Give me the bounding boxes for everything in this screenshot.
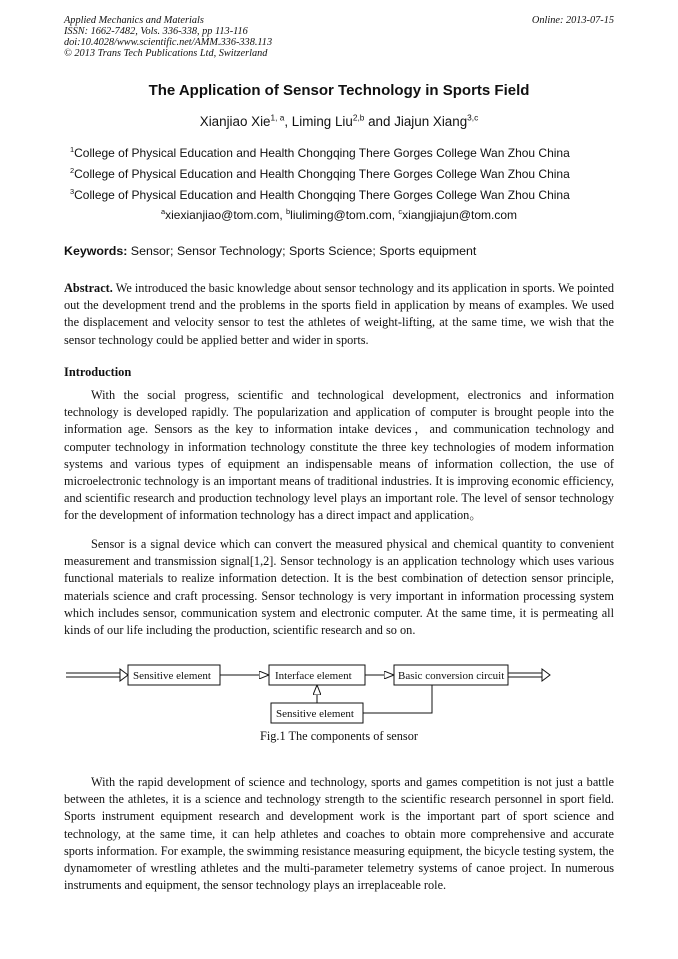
keywords xyxy=(64,244,476,258)
author-line xyxy=(0,114,678,129)
connector-conversion-to-bottom xyxy=(363,685,432,713)
journal-name: Applied Mechanics and Materials xyxy=(64,15,204,26)
section-heading-introduction: Introduction xyxy=(64,365,132,379)
paragraph: With the social progress, scientific and technological development, electronics and information technology is developed rapidly. The popularization and application of computer is brought people into the information age. Sensors as the key to information intake devices，and communication technology and computer technology in information technology constitute the three key technologies of modem information systems and various types of equipment an indispensable means of information collection, the use of microelectronic technology is an important means of traditional industries. It is improving economic efficiency, and scientific research and production technology level plays an important role. The level of sensor technology for the development of information technology has a direct impact and application。 xyxy=(64,388,614,523)
author-sup: 2,b xyxy=(352,112,365,123)
affiliation-sup: 2 xyxy=(70,166,75,175)
author-separator: and xyxy=(364,114,395,129)
affiliation-sup: 1 xyxy=(70,145,75,154)
email-separator: , xyxy=(279,208,287,222)
journal-header xyxy=(64,15,272,59)
diagram-svg xyxy=(64,660,554,726)
email-line xyxy=(0,208,678,222)
output-arrow xyxy=(508,669,550,681)
email-address[interactable]: xiangjiajun@tom.com xyxy=(402,208,518,222)
affiliation xyxy=(70,167,570,181)
abstract-label: Abstract. xyxy=(64,281,113,295)
sensitive-element-label: Sensitive element xyxy=(133,670,211,682)
affiliation xyxy=(70,188,570,202)
paper-title: The Application of Sensor Technology in Sports Field xyxy=(148,82,530,99)
email-separator: , xyxy=(391,208,399,222)
paragraph: Sensor is a signal device which can convert the measured physical and chemical quantity to convenient measurement and transmission signal[1,2]. Sensor technology is an application technology which uses various functional materials to realize information detection. It is the best combination of detection sensor principle, materials science and craft processing. Sensor technology is very important in information processing system which includes sensor, communication system and electronic computer. At the same time, it is permeating all kinds of our life including the production, scientific research and so on. xyxy=(64,537,614,638)
affiliation-text: College of Physical Education and Health Chongqing There Gorges College Wan Zhou China xyxy=(74,167,570,181)
abstract-text: We introduced the basic knowledge about sensor technology and its application in sports. We pointed out the development trend and the problems in the sports field in application by means of examples. We used the displacement and velocity sensor to test the athletes of weight-lifting, at the same time, we wish that the sensor technology could be applied better and wider in sports. xyxy=(64,281,614,347)
affiliation-text: College of Physical Education and Health Chongqing There Gorges College Wan Zhou China xyxy=(74,188,570,202)
email-address[interactable]: liuliming@tom.com xyxy=(290,208,392,222)
keywords-label: Keywords: xyxy=(64,244,128,258)
author-name: Jiajun Xiang xyxy=(394,114,468,129)
affiliation-text: College of Physical Education and Health Chongqing There Gorges College Wan Zhou China xyxy=(74,146,570,160)
author-sup: 3,c xyxy=(467,112,479,123)
author-separator: , xyxy=(284,114,292,129)
affiliation xyxy=(70,146,570,160)
author-sup: 1, a xyxy=(270,112,285,123)
affiliation-sup: 3 xyxy=(70,187,75,196)
email-address[interactable]: xiexianjiao@tom.com xyxy=(165,208,280,222)
copyright-line: © 2013 Trans Tech Publications Ltd, Switzerland xyxy=(64,48,268,59)
online-date: Online: 2013-07-15 xyxy=(531,15,614,26)
issn-line: ISSN: 1662-7482, Vols. 336-338, pp 113-116 xyxy=(64,26,248,37)
basic-conversion-circuit-label: Basic conversion circuit xyxy=(398,670,505,682)
abstract xyxy=(64,280,614,349)
author-name: Xianjiao Xie xyxy=(199,114,271,129)
author-name: Liming Liu xyxy=(291,114,353,129)
sensor-components-diagram xyxy=(64,660,554,731)
email-sup: b xyxy=(286,207,291,216)
input-arrow xyxy=(66,669,128,681)
paragraph: With the rapid development of science and technology, sports and games competition is not just a battle between the athletes, it is a science and technology strength to the scientific research personnel in sport field. Sports instrument equipment research and development work is the important part of sport science and technology, at the same time, it can help athletes and coaches to obtain more comprehensive and accurate sports information. For example, the swimming resistance measuring equipment, the bicycle testing system, the dynamometer of wrestling athletes and the multi-parameter telemetry systems of canoe project. In numerous instruments and equipment, the sensor technology plays an irreplaceable role. xyxy=(64,775,614,893)
interface-element-label: Interface element xyxy=(275,670,352,682)
keywords-text: Sensor; Sensor Technology; Sports Science; Sports equipment xyxy=(127,244,477,258)
sensitive-element-label-2: Sensitive element xyxy=(276,708,354,720)
email-sup: a xyxy=(160,207,166,216)
figure-caption: Fig.1 The components of sensor xyxy=(260,729,418,743)
email-sup: c xyxy=(398,207,403,216)
doi-line: doi:10.4028/www.scientific.net/AMM.336-338.113 xyxy=(64,37,273,48)
